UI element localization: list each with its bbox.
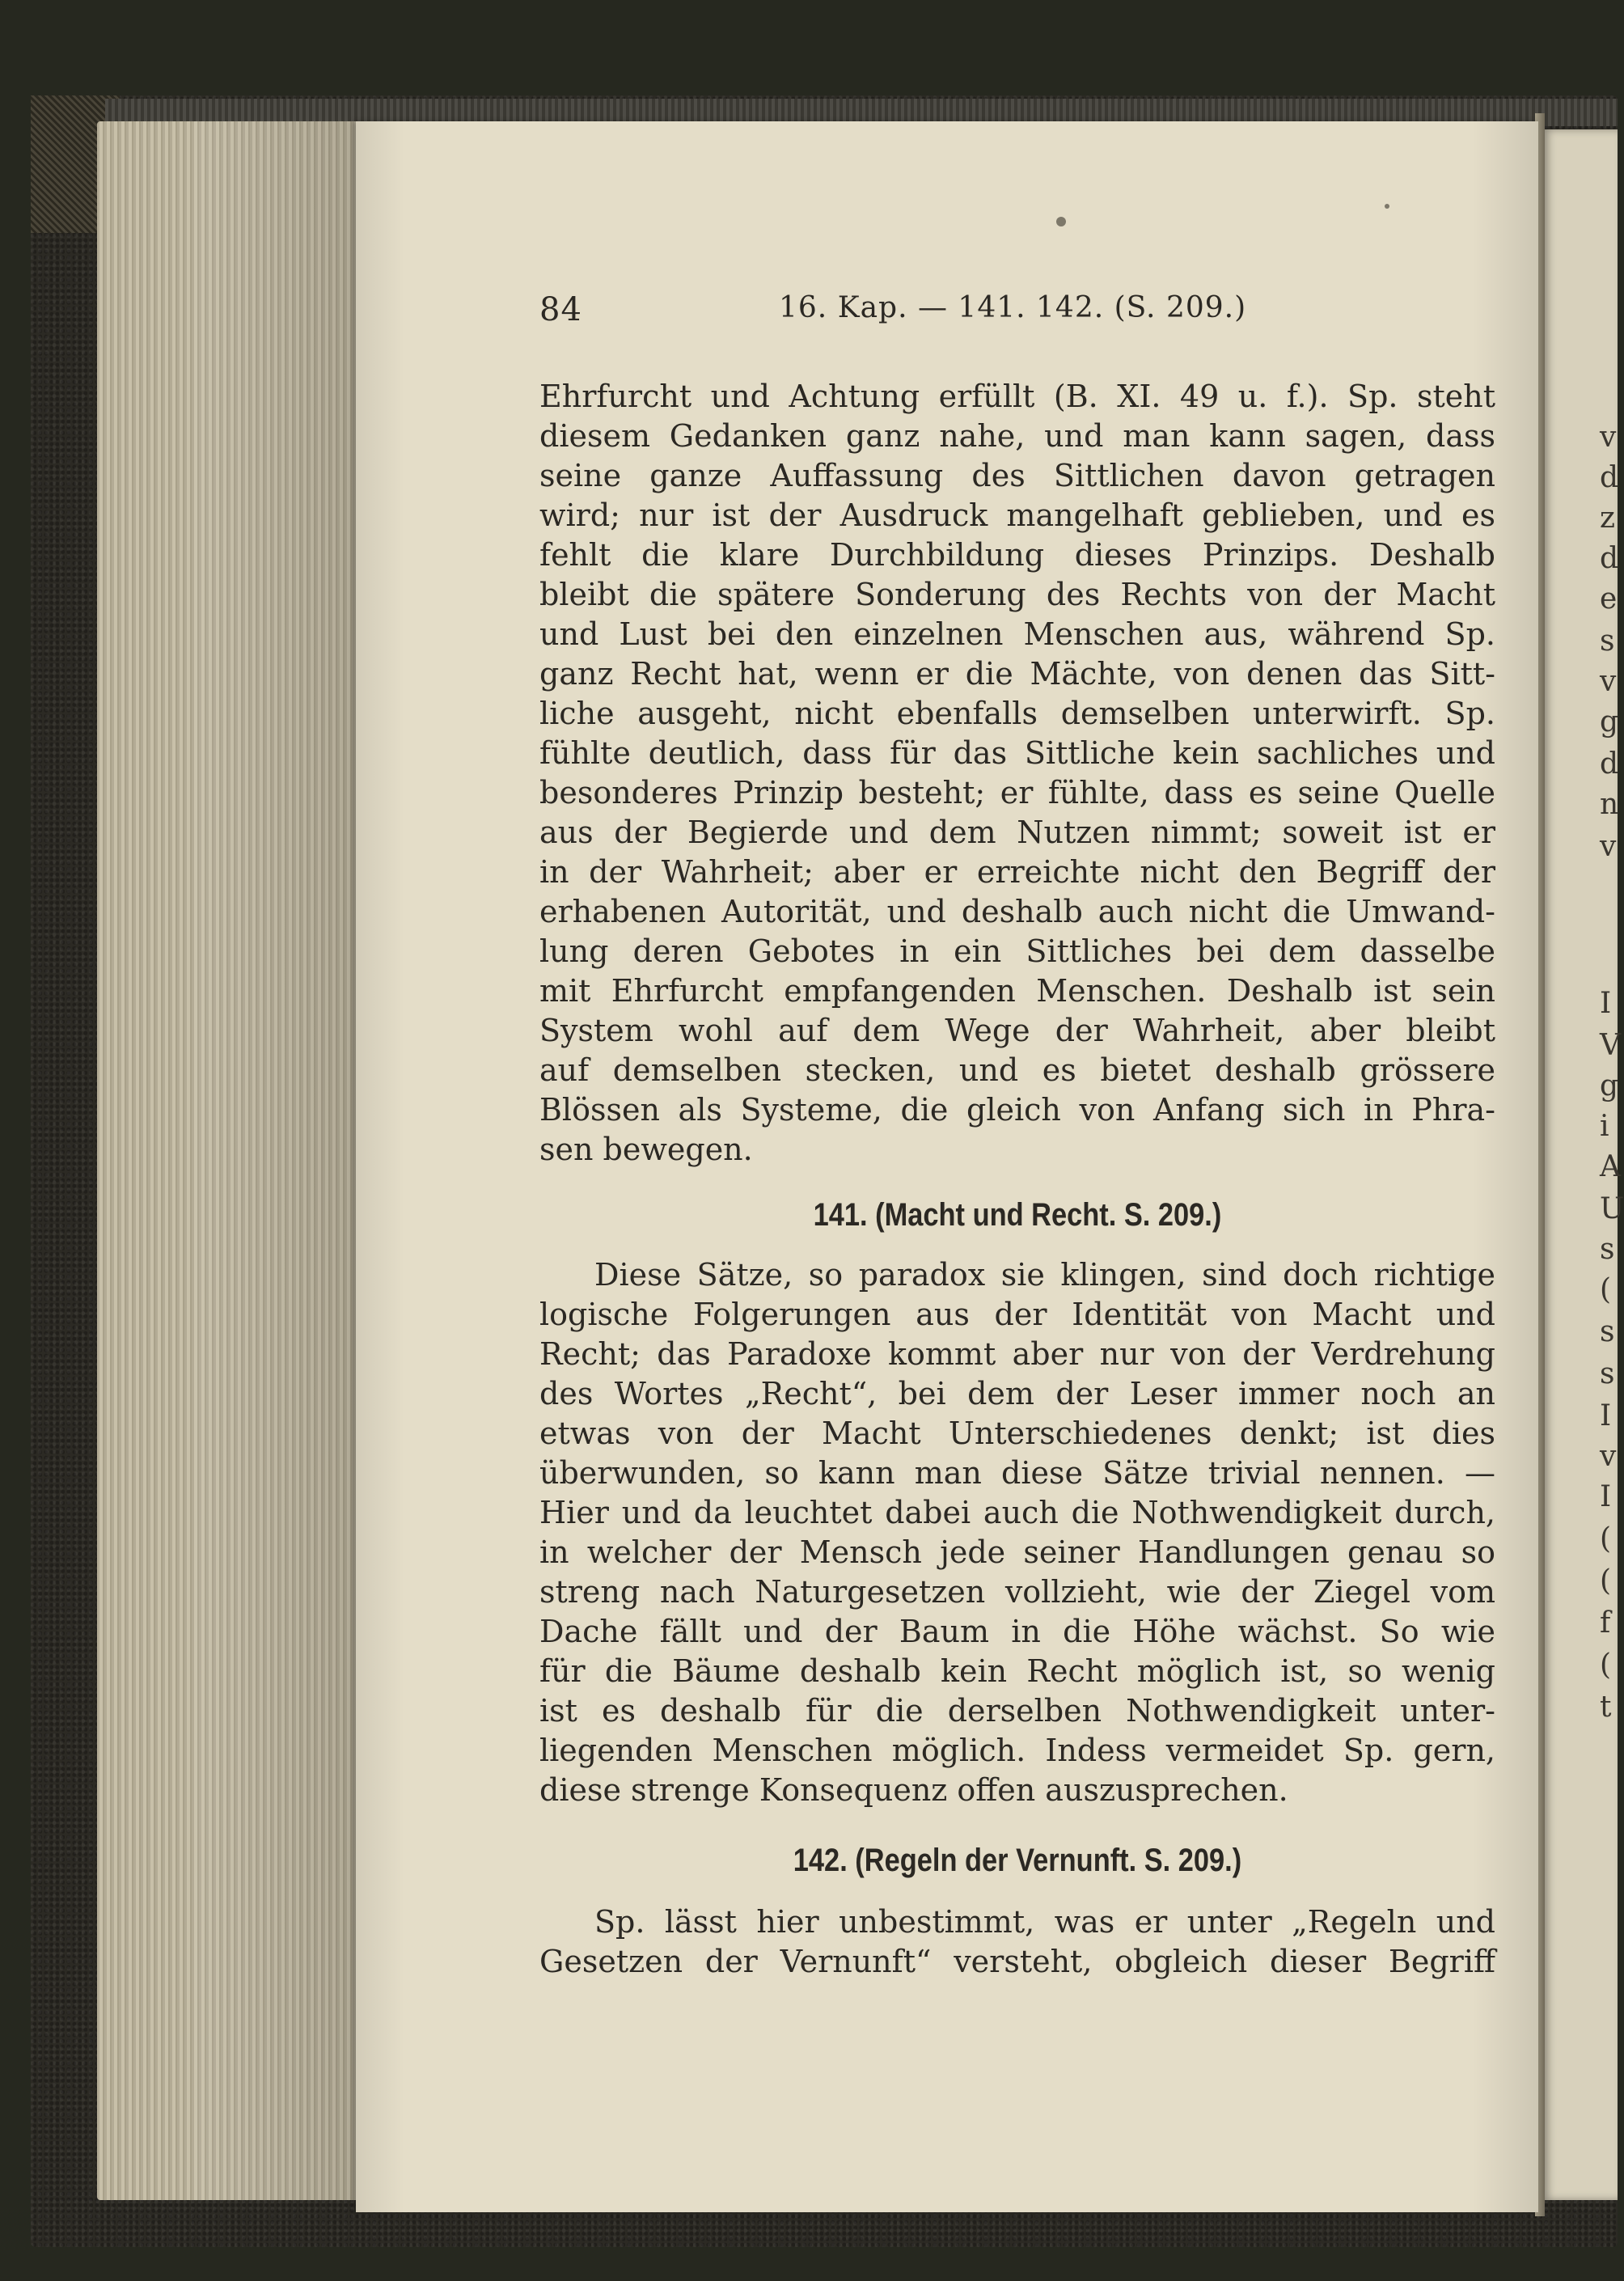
facing-page-letter: n xyxy=(1600,788,1619,821)
facing-page-letter: v xyxy=(1600,830,1617,863)
facing-page-letter: I xyxy=(1600,1480,1612,1513)
text-line: sen bewegen. xyxy=(539,1132,753,1167)
facing-page xyxy=(1543,129,1624,2200)
facing-page-letter: v xyxy=(1600,421,1617,454)
paper-speck xyxy=(1385,204,1389,209)
text-line: wird; nur ist der Ausdruck mangelhaft geblieben, und es xyxy=(539,497,1495,533)
facing-page-letter: d xyxy=(1600,747,1619,781)
text-line: System wohl auf dem Wege der Wahrheit, aber bleibt xyxy=(539,1013,1495,1048)
text-line: Ehrfurcht und Achtung erfüllt (B. XI. 49 u. f.). Sp. steht xyxy=(539,379,1495,414)
text-line: des Wortes „Recht“, bei dem der Leser immer noch an xyxy=(539,1376,1495,1411)
text-line: streng nach Naturgesetzen vollzieht, wie der Ziegel vom xyxy=(539,1574,1495,1610)
text-line: in welcher der Mensch jede seiner Handlungen genau so xyxy=(539,1534,1495,1570)
facing-page-letter: g xyxy=(1600,1069,1619,1102)
facing-page-letter: e xyxy=(1600,582,1618,616)
text-line: liegenden Menschen möglich. Indess vermeidet Sp. gern, xyxy=(539,1733,1495,1768)
facing-page-letter: s xyxy=(1600,624,1615,658)
text-line: besonderes Prinzip besteht; er fühlte, dass es seine Quelle xyxy=(539,775,1495,810)
facing-page-letter: I xyxy=(1600,987,1612,1020)
running-header xyxy=(539,291,1486,340)
paper-speck xyxy=(1056,217,1066,226)
text-line: Dache fällt und der Baum in die Höhe wächst. So wie xyxy=(539,1614,1495,1649)
facing-page-letter: V xyxy=(1600,1029,1621,1062)
facing-page-letter: ( xyxy=(1600,1648,1612,1682)
running-head: 16. Kap. — 141. 142. (S. 209.) xyxy=(779,291,1247,324)
text-line: erhabenen Autorität, und deshalb auch nicht die Umwand- xyxy=(539,894,1495,929)
text-line: etwas von der Macht Unterschiedenes denkt; ist dies xyxy=(539,1416,1495,1451)
facing-page-letter: ( xyxy=(1600,1522,1612,1555)
text-line: Diese Sätze, so paradox sie klingen, sind doch richtige xyxy=(594,1257,1495,1293)
facing-page-letter: s xyxy=(1600,1315,1615,1348)
text-line: und Lust bei den einzelnen Menschen aus, während Sp. xyxy=(539,616,1495,652)
text-line: ist es deshalb für die derselben Nothwendigkeit unter- xyxy=(539,1693,1495,1729)
facing-page-letter: s xyxy=(1600,1357,1615,1390)
facing-page-letter: v xyxy=(1600,665,1617,698)
facing-page-letter: d xyxy=(1600,542,1619,575)
facing-page-letter: z xyxy=(1600,501,1615,535)
text-line: Recht; das Paradoxe kommt aber nur von der Verdrehung xyxy=(539,1336,1495,1372)
text-line: Blössen als Systeme, die gleich von Anfang sich in Phra- xyxy=(539,1092,1495,1128)
facing-page-letter: A xyxy=(1600,1150,1621,1183)
text-line: mit Ehrfurcht empfangenden Menschen. Deshalb ist sein xyxy=(539,973,1495,1009)
facing-page-letter: d xyxy=(1600,461,1619,494)
facing-page-letter: ( xyxy=(1600,1273,1612,1306)
facing-page-letter: g xyxy=(1600,705,1619,738)
facing-page-letter: i xyxy=(1600,1110,1609,1143)
section-142-body xyxy=(539,1902,1495,1982)
text-line: diese strenge Konsequenz offen auszusprechen. xyxy=(539,1772,1288,1808)
text-line: für die Bäume deshalb kein Recht möglich ist, so wenig xyxy=(539,1653,1495,1689)
text-line: ganz Recht hat, wenn er die Mächte, von denen das Sitt- xyxy=(539,656,1495,692)
text-line: diesem Gedanken ganz nahe, und man kann sagen, dass xyxy=(539,418,1495,454)
text-line: Hier und da leuchtet dabei auch die Nothwendigkeit durch, xyxy=(539,1495,1495,1530)
text-line: überwunden, so kann man diese Sätze trivial nennen. — xyxy=(539,1455,1495,1491)
section-heading-142: 142. (Regeln der Vernunft. S. 209.) xyxy=(793,1843,1242,1878)
text-line: Gesetzen der Vernunft“ versteht, obgleich dieser Begriff xyxy=(539,1944,1495,1979)
text-line: liche ausgeht, nicht ebenfalls demselben unterwirft. Sp. xyxy=(539,696,1495,731)
facing-page-letter: U xyxy=(1600,1192,1624,1225)
text-line: in der Wahrheit; aber er erreichte nicht den Begriff der xyxy=(539,854,1495,890)
facing-page-letter: ( xyxy=(1600,1564,1612,1598)
facing-page-letter: v xyxy=(1600,1440,1617,1473)
facing-page-letter: f xyxy=(1600,1606,1611,1640)
section-141-body xyxy=(539,1255,1495,1810)
paragraph-continuation xyxy=(539,377,1495,1170)
text-line: aus der Begierde und dem Nutzen nimmt; soweit ist er xyxy=(539,815,1495,850)
facing-page-letter: t xyxy=(1600,1691,1612,1724)
page-number: 84 xyxy=(539,291,582,328)
text-line: auf demselben stecken, und es bietet deshalb grössere xyxy=(539,1052,1495,1088)
text-line: fehlt die klare Durchbildung dieses Prinzips. Deshalb xyxy=(539,537,1495,573)
facing-page-letter: I xyxy=(1600,1399,1612,1433)
text-line: lung deren Gebotes in ein Sittliches bei dem dasselbe xyxy=(539,933,1495,969)
text-line: fühlte deutlich, dass für das Sittliche kein sachliches und xyxy=(539,735,1495,771)
facing-page-letter: s xyxy=(1600,1233,1615,1266)
page-edges xyxy=(97,121,372,2200)
text-line: logische Folgerungen aus der Identität von Macht und xyxy=(539,1297,1495,1332)
section-heading-141: 141. (Macht und Recht. S. 209.) xyxy=(813,1197,1222,1233)
text-line: Sp. lässt hier unbestimmt, was er unter „Regeln und xyxy=(594,1904,1495,1940)
text-line: seine ganze Auffassung des Sittlichen davon getragen xyxy=(539,458,1495,493)
text-line: bleibt die spätere Sonderung des Rechts von der Macht xyxy=(539,577,1495,612)
